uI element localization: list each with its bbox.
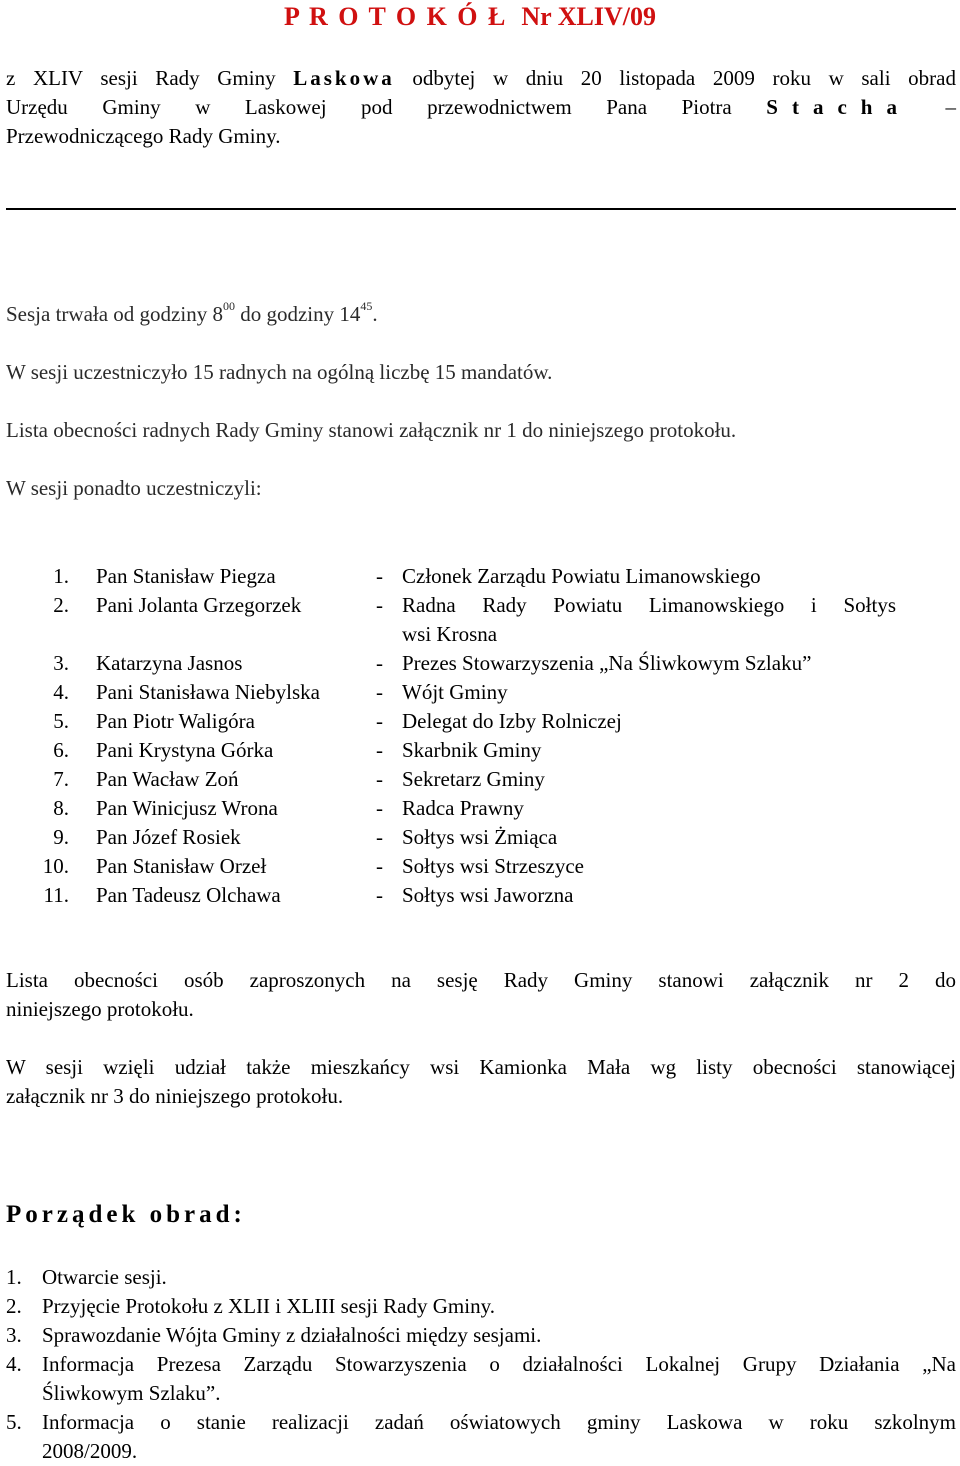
- councillors-count: W sesji uczestniczyło 15 radnych na ogólną liczbę 15 mandatów.: [6, 360, 553, 384]
- attendee-role: Członek Zarządu Powiatu Limanowskiego: [402, 564, 761, 588]
- attendee-role: Sekretarz Gminy: [402, 767, 545, 791]
- attendee-role: Prezes Stowarzyszenia „Na Śliwkowym Szlaku”: [402, 651, 812, 675]
- agenda-line: Śliwkowym Szlaku”.: [42, 1381, 221, 1405]
- item-number: [6, 852, 96, 881]
- list-item: [6, 736, 956, 765]
- item-number-text: 11.: [43, 883, 69, 907]
- agenda-item-number: 5.: [6, 1410, 22, 1434]
- dash: -: [376, 738, 383, 762]
- intro-line-2: [6, 93, 956, 122]
- attendee-name: Pan Winicjusz Wrona: [96, 796, 278, 820]
- attendee-name: Pan Stanisław Piegza: [96, 564, 276, 588]
- attendee-name: Pani Jolanta Grzegorzek: [96, 593, 302, 617]
- intro-line-1: [6, 64, 956, 93]
- item-number-text: 7.: [53, 767, 69, 791]
- list-item: [6, 649, 956, 678]
- document-title: [284, 2, 656, 31]
- attendance-list-note: Lista obecności radnych Rady Gminy stanowi załącznik nr 1 do niniejszego protokołu.: [6, 418, 737, 442]
- intro-text: Urzędu Gminy w Laskowej pod przewodnictwem Pana Piotra: [6, 95, 767, 119]
- list-item: [6, 678, 956, 707]
- agenda-line: 2008/2009.: [42, 1439, 138, 1463]
- guests-line-2: niniejszego protokołu.: [6, 997, 194, 1021]
- agenda-item: [6, 1408, 956, 1466]
- item-number: [6, 562, 96, 591]
- agenda-line: Przyjęcie Protokołu z XLII i XLIII sesji Rady Gminy.: [42, 1294, 495, 1318]
- item-number-text: 4.: [53, 680, 69, 704]
- agenda-item-text: [42, 1408, 956, 1466]
- agenda-item-text: [42, 1292, 956, 1321]
- attendee-role: Sołtys wsi Strzeszyce: [402, 854, 584, 878]
- intro-text: –: [910, 95, 956, 119]
- list-item: [6, 765, 956, 794]
- agenda-item-text: [42, 1350, 956, 1408]
- also-present-heading: W sesji ponadto uczestniczyli:: [6, 476, 262, 500]
- dash: -: [376, 709, 383, 733]
- intro-paragraph: [6, 64, 956, 151]
- item-number: [6, 881, 96, 910]
- dash: -: [376, 883, 383, 907]
- agenda-item: [6, 1292, 956, 1321]
- dash: -: [376, 796, 383, 820]
- dash: -: [376, 825, 383, 849]
- attendees-list: [6, 562, 956, 910]
- agenda-item-number: 4.: [6, 1352, 22, 1376]
- item-number: [6, 765, 96, 794]
- agenda-item-number: 3.: [6, 1323, 22, 1347]
- agenda-item-number: 2.: [6, 1294, 22, 1318]
- attendee-name: Pani Krystyna Górka: [96, 738, 274, 762]
- item-number: [6, 707, 96, 736]
- agenda-item: [6, 1350, 956, 1408]
- attendee-name: Pan Stanisław Orzeł: [96, 854, 267, 878]
- time-text: .: [372, 302, 378, 326]
- intro-text: odbytej w dniu 20 listopada 2009 roku w sali obrad: [394, 66, 956, 90]
- time-text: Sesja trwała od godziny 8: [6, 302, 223, 326]
- dash: -: [376, 854, 383, 878]
- list-item: [6, 562, 956, 591]
- attendee-name: Pan Tadeusz Olchawa: [96, 883, 281, 907]
- item-number-text: 3.: [53, 651, 69, 675]
- attendee-name: Pan Piotr Waligóra: [96, 709, 255, 733]
- attendee-role-line-2: wsi Krosna: [402, 622, 498, 646]
- guests-paragraph: [6, 966, 956, 1024]
- agenda-item-text: [42, 1263, 956, 1292]
- item-number-text: 8.: [53, 796, 69, 820]
- agenda-item-number: 1.: [6, 1265, 22, 1289]
- residents-line-1: W sesji wzięli udział także mieszkańcy wsi Kamionka Mała wg listy obecności stanowiącej: [6, 1055, 956, 1079]
- dash: -: [376, 593, 383, 617]
- item-number-text: 2.: [53, 593, 69, 617]
- chairman-name: Stacha: [766, 95, 911, 119]
- item-number-text: 10.: [42, 854, 69, 878]
- list-item: [6, 794, 956, 823]
- end-minutes: 45: [360, 299, 373, 313]
- agenda-line: Otwarcie sesji.: [42, 1265, 167, 1289]
- attendee-name: Katarzyna Jasnos: [96, 651, 243, 675]
- item-number: [6, 794, 96, 823]
- list-item: [6, 881, 956, 910]
- title-protokol: P R O T O K Ó Ł: [284, 2, 508, 31]
- residents-line-2: załącznik nr 3 do niniejszego protokołu.: [6, 1084, 344, 1108]
- item-number-text: 9.: [53, 825, 69, 849]
- attendee-role: Sołtys wsi Żmiąca: [402, 825, 558, 849]
- item-number: [6, 823, 96, 852]
- intro-line-3: Przewodniczącego Rady Gminy.: [6, 124, 281, 148]
- dash: -: [376, 564, 383, 588]
- gmina-name: Laskowa: [293, 66, 395, 90]
- attendee-role-line-1: Radna Rady Powiatu Limanowskiego i Sołtys: [402, 593, 896, 617]
- item-number: [6, 678, 96, 707]
- item-number: [6, 736, 96, 765]
- item-number: [6, 649, 96, 678]
- item-number-text: 6.: [53, 738, 69, 762]
- agenda-list: [6, 1263, 956, 1466]
- dash: -: [376, 651, 383, 675]
- attendee-role: Radca Prawny: [402, 796, 524, 820]
- list-item: [6, 852, 956, 881]
- list-item: [6, 707, 956, 736]
- attendee-name: Pan Wacław Zoń: [96, 767, 239, 791]
- attendee-role: Delegat do Izby Rolniczej: [402, 709, 622, 733]
- item-number: [6, 591, 96, 649]
- list-item: [6, 823, 956, 852]
- agenda-line: Informacja Prezesa Zarządu Stowarzyszenia o działalności Lokalnej Grupy Działania „Na: [42, 1352, 956, 1376]
- intro-text: z XLIV sesji Rady Gminy: [6, 66, 294, 90]
- agenda-line: Sprawozdanie Wójta Gminy z działalności między sesjami.: [42, 1323, 542, 1347]
- residents-paragraph: [6, 1053, 956, 1111]
- attendee-role: Wójt Gminy: [402, 680, 508, 704]
- time-text: do godziny 14: [234, 302, 361, 326]
- attendee-name: Pani Stanisława Niebylska: [96, 680, 320, 704]
- agenda-item: [6, 1321, 956, 1350]
- guests-line-1: Lista obecności osób zaproszonych na sesję Rady Gminy stanowi załącznik nr 2 do: [6, 968, 956, 992]
- agenda-line: Informacja o stanie realizacji zadań oświatowych gminy Laskowa w roku szkolnym: [42, 1410, 956, 1434]
- item-number-text: 5.: [53, 709, 69, 733]
- agenda-item-text: [42, 1321, 956, 1350]
- item-number-text: 1.: [53, 564, 69, 588]
- dash: -: [376, 767, 383, 791]
- list-item: [6, 591, 956, 649]
- attendee-role: Sołtys wsi Jaworzna: [402, 883, 574, 907]
- attendee-name: Pan Józef Rosiek: [96, 825, 241, 849]
- dash: -: [376, 680, 383, 704]
- start-minutes: 00: [222, 299, 235, 313]
- session-time: [6, 300, 378, 329]
- agenda-heading: Porządek obrad:: [6, 1201, 246, 1228]
- title-number: Nr XLIV/09: [521, 2, 656, 31]
- attendee-role: Skarbnik Gminy: [402, 738, 542, 762]
- horizontal-rule: [6, 208, 956, 210]
- agenda-item: [6, 1263, 956, 1292]
- attendee-role: [402, 591, 902, 649]
